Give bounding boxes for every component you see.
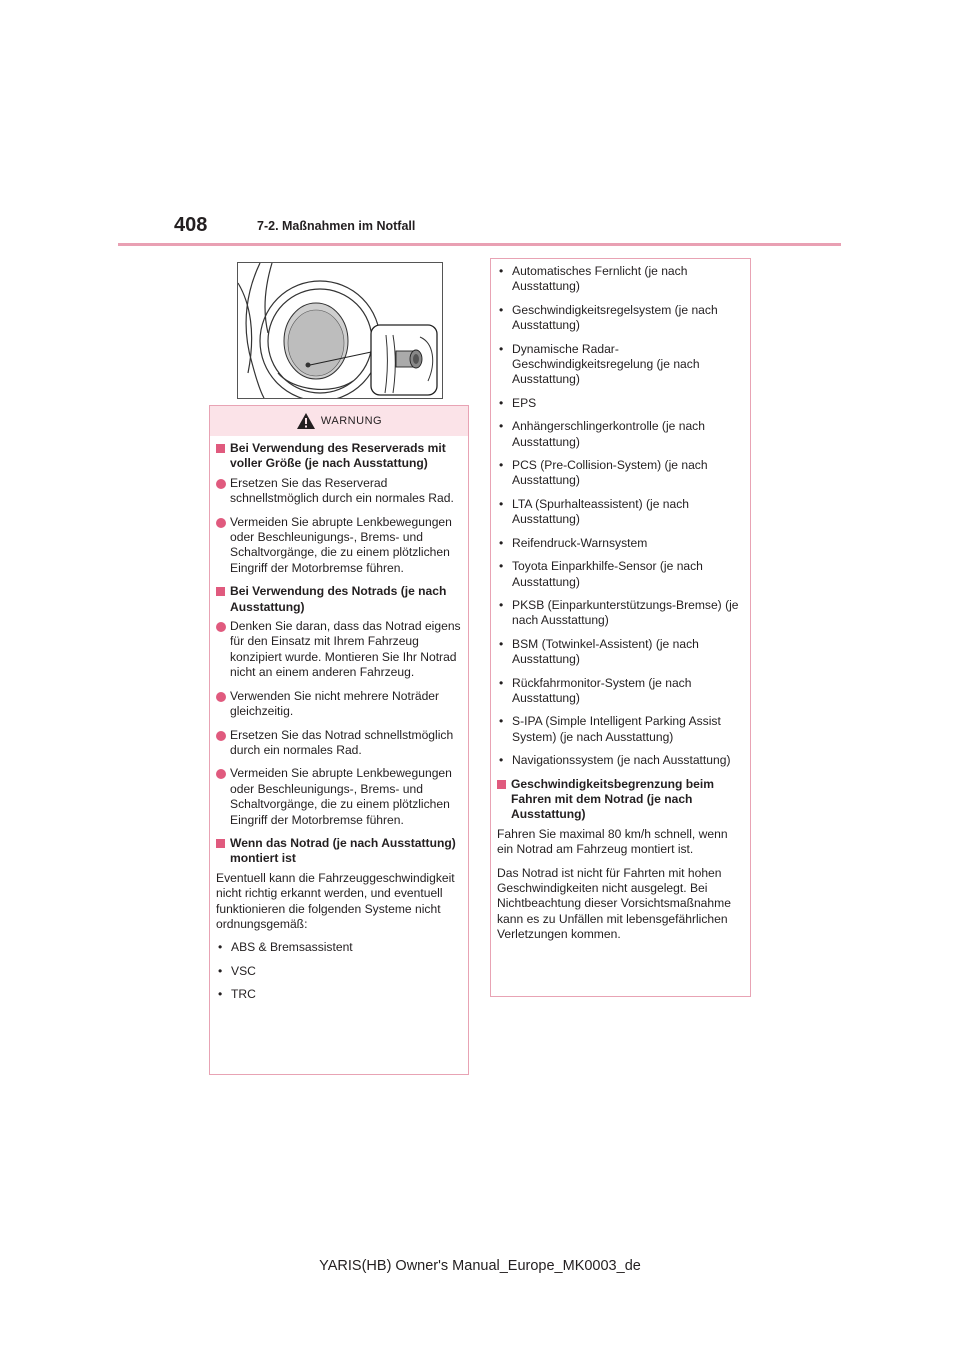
speed-warning-paragraph: Das Notrad ist nicht für Fahrten mit hohen Geschwindigkeiten nicht ausgelegt. Bei Nichtbeachtung dieser Vorsichtsmaßnahme kann es zu Unfällen mit lebensgefährlichen Verletzungen kommen.: [497, 865, 731, 942]
list-item: • Navigationssystem (je nach Ausstattung): [499, 753, 731, 768]
list-item: • VSC: [218, 963, 256, 978]
wheel-illustration: [237, 262, 443, 399]
list-item: • EPS: [499, 395, 537, 410]
list-item: • Anhängerschlingerkontrolle (je nach Ausstattung): [499, 419, 705, 449]
list-item: • BSM (Totwinkel-Assistent) (je nach Ausstattung): [499, 636, 699, 667]
bullet-circle-icon: [216, 731, 226, 741]
list-item: • LTA (Spurhalteassistent) (je nach Ausstattung): [499, 496, 690, 527]
list-item: • Geschwindigkeitsregelsystem (je nach Ausstattung): [499, 302, 718, 333]
bullet-circle-icon: [216, 692, 226, 702]
list-item: • PCS (Pre-Collision-System) (je nach Ausstattung): [499, 458, 708, 488]
section-title: 7-2. Maßnahmen im Notfall: [257, 219, 416, 233]
list-item: • Dynamische Radar-Geschwindigkeitsregelung (je nach Ausstattung): [499, 341, 700, 387]
bullet-circle-icon: [216, 769, 226, 779]
list-item: Denken Sie daran, dass das Notrad eigens für den Einsatz mit Ihrem Fahrzeug konzipiert wurde. Montieren Sie Ihr Notrad nicht an einem anderen Fahrzeug.: [216, 619, 462, 681]
list-item: • Automatisches Fernlicht (je nach Ausstattung): [499, 264, 688, 294]
bullet-square-icon: [497, 780, 506, 789]
warning-paragraph: Eventuell kann die Fahrzeuggeschwindigkeit nicht richtig erkannt werden, und eventuell funktionieren die folgenden Systeme nicht ordnungsgemäß:: [216, 870, 455, 931]
warning-body: [210, 436, 468, 1003]
list-item: • TRC: [218, 987, 256, 1002]
bullet-circle-icon: [216, 479, 226, 489]
warning-continued-box: [490, 258, 751, 997]
list-item: • PKSB (Einparkunterstützungs-Bremse) (je nach Ausstattung): [499, 597, 739, 628]
list-item: • Toyota Einparkhilfe-Sensor (je nach Ausstattung): [499, 559, 703, 589]
list-item: Ersetzen Sie das Reserverad schnellstmöglich durch ein normales Rad.: [216, 476, 462, 507]
list-item: • ABS & Bremsassistent: [218, 940, 353, 955]
bullet-square-icon: [216, 587, 225, 596]
warning-heading-spare-wheel: Bei Verwendung des Reserverads mit voller Größe (je nach Ausstattung): [216, 441, 462, 472]
list-item: • S-IPA (Simple Intelligent Parking Assist System) (je nach Ausstattung): [499, 714, 721, 744]
list-item: • Rückfahrmonitor-System (je nach Ausstattung): [499, 675, 692, 705]
bullet-circle-icon: [216, 622, 226, 632]
warning-triangle-icon: [296, 412, 316, 430]
warning-title: WARNUNG: [320, 415, 383, 427]
bullet-square-icon: [216, 839, 225, 848]
header-rule: [118, 243, 841, 246]
footer-document-id: YARIS(HB) Owner's Manual_Europe_MK0003_de: [319, 1258, 641, 1274]
page-number: 408: [174, 214, 208, 236]
speed-limit-paragraph: Fahren Sie maximal 80 km/h schnell, wenn ein Notrad am Fahrzeug montiert ist.: [497, 826, 728, 857]
wheel-detail-drawing: [238, 263, 442, 398]
list-item: Vermeiden Sie abrupte Lenkbewegungen oder Beschleunigungs-, Brems- und Schaltvorgänge, die zu einem plötzlichen Eingriff der Motorbremse führen.: [216, 766, 462, 828]
warning-heading-compact-spare: Bei Verwendung des Notrads (je nach Ausstattung): [216, 584, 462, 615]
bullet-square-icon: [216, 444, 225, 453]
warning-box: [209, 405, 469, 1075]
list-item: Verwenden Sie nicht mehrere Noträder gleichzeitig.: [216, 689, 462, 720]
list-item: Vermeiden Sie abrupte Lenkbewegungen oder Beschleunigungs-, Brems- und Schaltvorgänge, die zu einem plötzlichen Eingriff der Motorbremse führen.: [216, 515, 462, 577]
speed-limit-heading: Geschwindigkeitsbegrenzung beim Fahren mit dem Notrad (je nach Ausstattung): [497, 777, 743, 823]
list-item: • Reifendruck-Warnsystem: [499, 535, 648, 550]
warning-heading-mounted: Wenn das Notrad (je nach Ausstattung) montiert ist: [216, 836, 462, 867]
warning-header: [210, 406, 468, 436]
bullet-circle-icon: [216, 518, 226, 528]
list-item: Ersetzen Sie das Notrad schnellstmöglich durch ein normales Rad.: [216, 728, 462, 759]
